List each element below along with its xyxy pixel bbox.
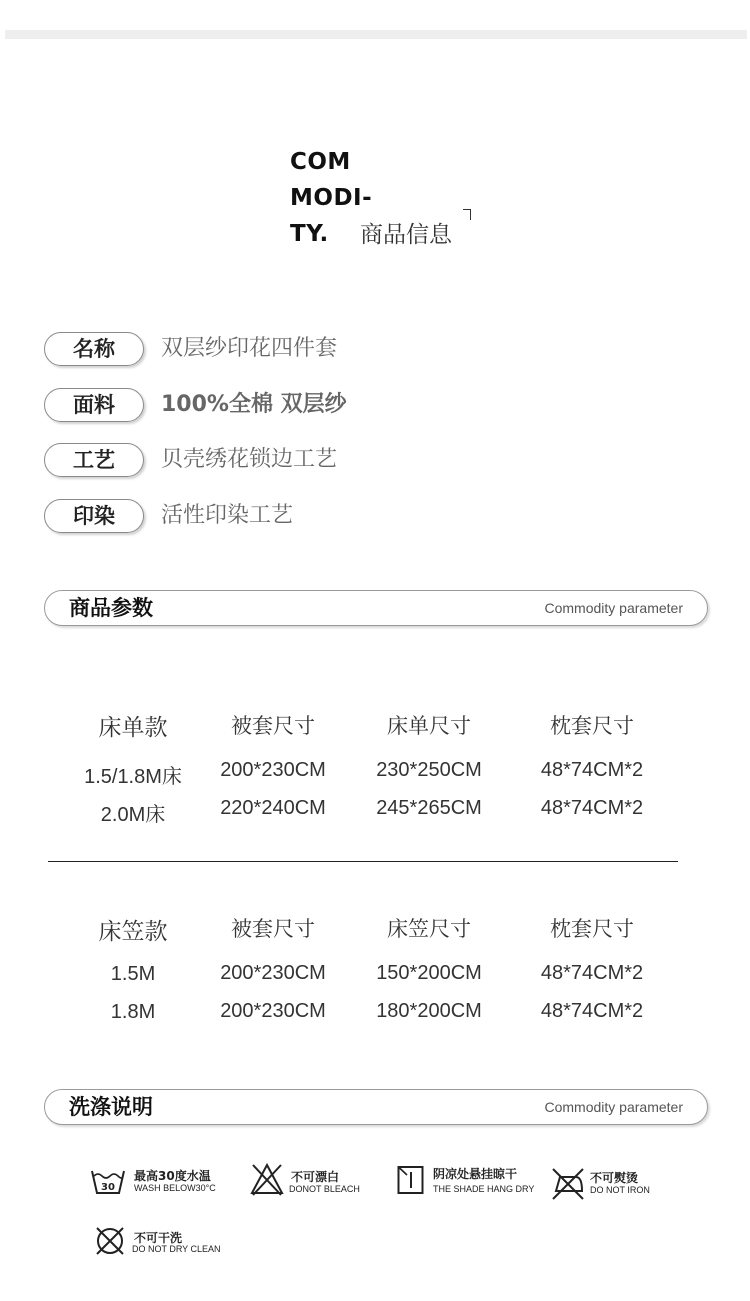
table-header: 床笠款: [98, 919, 168, 945]
info-value: 100%全棉 双层纱: [161, 392, 347, 417]
info-label: 印染: [44, 499, 144, 533]
table-divider: [48, 861, 678, 862]
table-cell: 2.0M床: [100, 804, 166, 826]
table-header: 被套尺寸: [231, 714, 315, 738]
table-cell: 245*265CM: [376, 797, 482, 819]
heading-cn: 商品信息: [360, 222, 452, 248]
care-en: DO NOT IRON: [590, 1185, 650, 1195]
info-label: 名称: [44, 332, 144, 366]
info-value: 双层纱印花四件套: [161, 336, 338, 361]
table-cell: 220*240CM: [220, 797, 326, 819]
no-iron-icon: [550, 1165, 586, 1201]
top-divider-bar: [5, 30, 747, 39]
info-label: 工艺: [44, 443, 144, 477]
section-subtitle: Commodity parameter: [544, 1099, 683, 1115]
no-dry-clean-icon: [94, 1225, 126, 1257]
section-subtitle: Commodity parameter: [544, 600, 683, 616]
care-no-iron: [550, 1165, 670, 1201]
table-cell: 1.5/1.8M床: [84, 766, 182, 788]
table-cell: 230*250CM: [376, 759, 482, 781]
heading-en-line-1: COM: [290, 149, 351, 175]
table-cell: 200*230CM: [220, 759, 326, 781]
care-cn: 最高30度水温: [134, 1169, 211, 1183]
table-header: 枕套尺寸: [550, 917, 634, 941]
wash-temp-text: 30: [101, 1182, 115, 1193]
care-en: WASH BELOW30°C: [134, 1183, 216, 1193]
table-header: 枕套尺寸: [550, 714, 634, 738]
table-cell: 200*230CM: [220, 1000, 326, 1022]
care-en: DO NOT DRY CLEAN: [132, 1244, 221, 1254]
table-cell: 48*74CM*2: [540, 962, 644, 984]
info-value: 活性印染工艺: [161, 503, 294, 528]
table-cell: 200*230CM: [220, 962, 326, 984]
table-header: 床笠尺寸: [387, 917, 471, 941]
heading-en-line-3: TY.: [290, 221, 329, 247]
info-value: 贝壳绣花锁边工艺: [161, 447, 338, 472]
care-cn: 不可漂白: [291, 1170, 340, 1184]
care-cn: 不可干洗: [134, 1231, 183, 1245]
wash-30-icon: [90, 1167, 126, 1195]
care-wash-30: [90, 1167, 240, 1201]
dry-in-shade-icon: [397, 1165, 425, 1195]
heading-en-line-2: MODI-: [290, 185, 373, 211]
table-cell: 48*74CM*2: [540, 759, 644, 781]
table-header: 被套尺寸: [231, 917, 315, 941]
table-cell: 1.8M: [110, 1001, 156, 1023]
params-section-bar: [44, 590, 708, 626]
care-cn: 阴凉处悬挂晾干: [433, 1167, 518, 1181]
section-title: 商品参数: [69, 596, 153, 620]
table-cell: 48*74CM*2: [540, 1000, 644, 1022]
corner-bracket-icon: [463, 209, 471, 220]
table-cell: 1.5M: [110, 963, 156, 985]
care-no-dry-clean: [94, 1225, 244, 1261]
table-cell: 150*200CM: [376, 962, 482, 984]
info-label: 面料: [44, 388, 144, 422]
table-cell: 180*200CM: [376, 1000, 482, 1022]
table-header: 床单尺寸: [387, 714, 471, 738]
care-cn: 不可熨烫: [590, 1171, 639, 1185]
care-en: THE SHADE HANG DRY: [433, 1184, 535, 1194]
commodity-heading: [290, 144, 452, 252]
table-cell: 48*74CM*2: [540, 797, 644, 819]
no-bleach-icon: [249, 1162, 285, 1196]
care-shade-dry: [397, 1165, 552, 1199]
care-en: DONOT BLEACH: [289, 1184, 360, 1194]
care-no-bleach: [249, 1162, 389, 1198]
wash-section-bar: [44, 1089, 708, 1125]
table-header: 床单款: [98, 715, 168, 741]
section-title: 洗涤说明: [69, 1095, 153, 1119]
